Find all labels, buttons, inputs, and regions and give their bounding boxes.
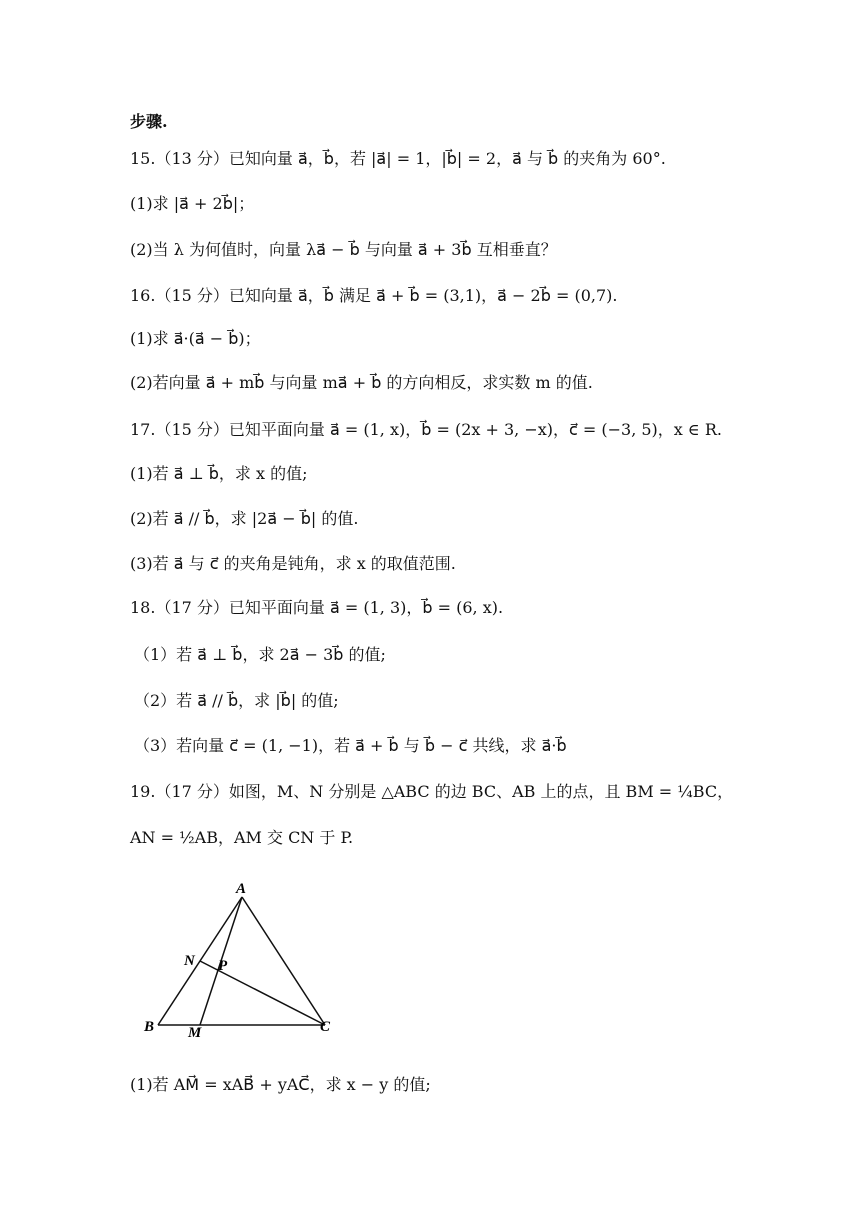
label-b: B — [144, 1019, 155, 1035]
label-m: M — [188, 1025, 202, 1041]
problem-19-part-1: (1)若 AM⃗ = xAB⃗ + yAC⃗，求 x − y 的值; — [130, 1075, 431, 1094]
problem-15-part-2: (2)当 λ 为何值时，向量 λa⃗ − b⃗ 与向量 a⃗ + 3b⃗ 互相垂直？ — [130, 240, 557, 259]
problem-17-part-1: (1)若 a⃗ ⊥ b⃗，求 x 的值; — [130, 464, 308, 483]
problem-15-part-1: (1)求 |a⃗ + 2b⃗|； — [130, 194, 255, 213]
problem-18: 18.（17 分）已知平面向量 a⃗ = (1, 3)，b⃗ = (6, x). — [130, 598, 504, 617]
label-a: A — [236, 881, 247, 897]
problem-16: 16.（15 分）已知向量 a⃗，b⃗ 满足 a⃗ + b⃗ = (3,1)，a⃗ − 2b⃗ = (0,7). — [130, 286, 618, 305]
problem-17: 17.（15 分）已知平面向量 a⃗ = (1, x)，b⃗ = (2x + 3, −x)，c⃗ = (−3, 5)，x ∈ R. — [130, 420, 722, 439]
label-c: C — [320, 1019, 331, 1035]
line-steps: 步骤. — [130, 112, 168, 131]
problem-19-cont: AN = ½AB，AM 交 CN 于 P. — [130, 828, 354, 847]
triangle-figure — [140, 875, 360, 1045]
problem-19: 19.（17 分）如图，M、N 分别是 △ABC 的边 BC、AB 上的点，且 BM = ¼BC， — [130, 782, 734, 801]
problem-16-part-1: (1)求 a⃗·(a⃗ − b⃗)； — [130, 329, 261, 348]
problem-18-part-1: （1）若 a⃗ ⊥ b⃗，求 2a⃗ − 3b⃗ 的值; — [134, 645, 386, 664]
label-p: P — [218, 958, 228, 974]
side-ac — [242, 897, 325, 1025]
problem-17-part-2: (2)若 a⃗ // b⃗，求 |2a⃗ − b⃗| 的值. — [130, 509, 359, 528]
label-n: N — [184, 953, 195, 969]
problem-18-part-3: （3）若向量 c⃗ = (1, −1)，若 a⃗ + b⃗ 与 b⃗ − c⃗ 共线，求 a⃗·b⃗ — [134, 736, 567, 755]
problem-16-part-2: (2)若向量 a⃗ + mb⃗ 与向量 ma⃗ + b⃗ 的方向相反，求实数 m 的值. — [130, 373, 593, 392]
problem-18-part-2: （2）若 a⃗ // b⃗，求 |b⃗| 的值; — [134, 691, 339, 710]
problem-17-part-3: (3)若 a⃗ 与 c⃗ 的夹角是钝角，求 x 的取值范围. — [130, 554, 456, 573]
problem-15: 15.（13 分）已知向量 a⃗，b⃗，若 |a⃗| = 1，|b⃗| = 2，a⃗ 与 b⃗ 的夹角为 60°. — [130, 149, 666, 168]
